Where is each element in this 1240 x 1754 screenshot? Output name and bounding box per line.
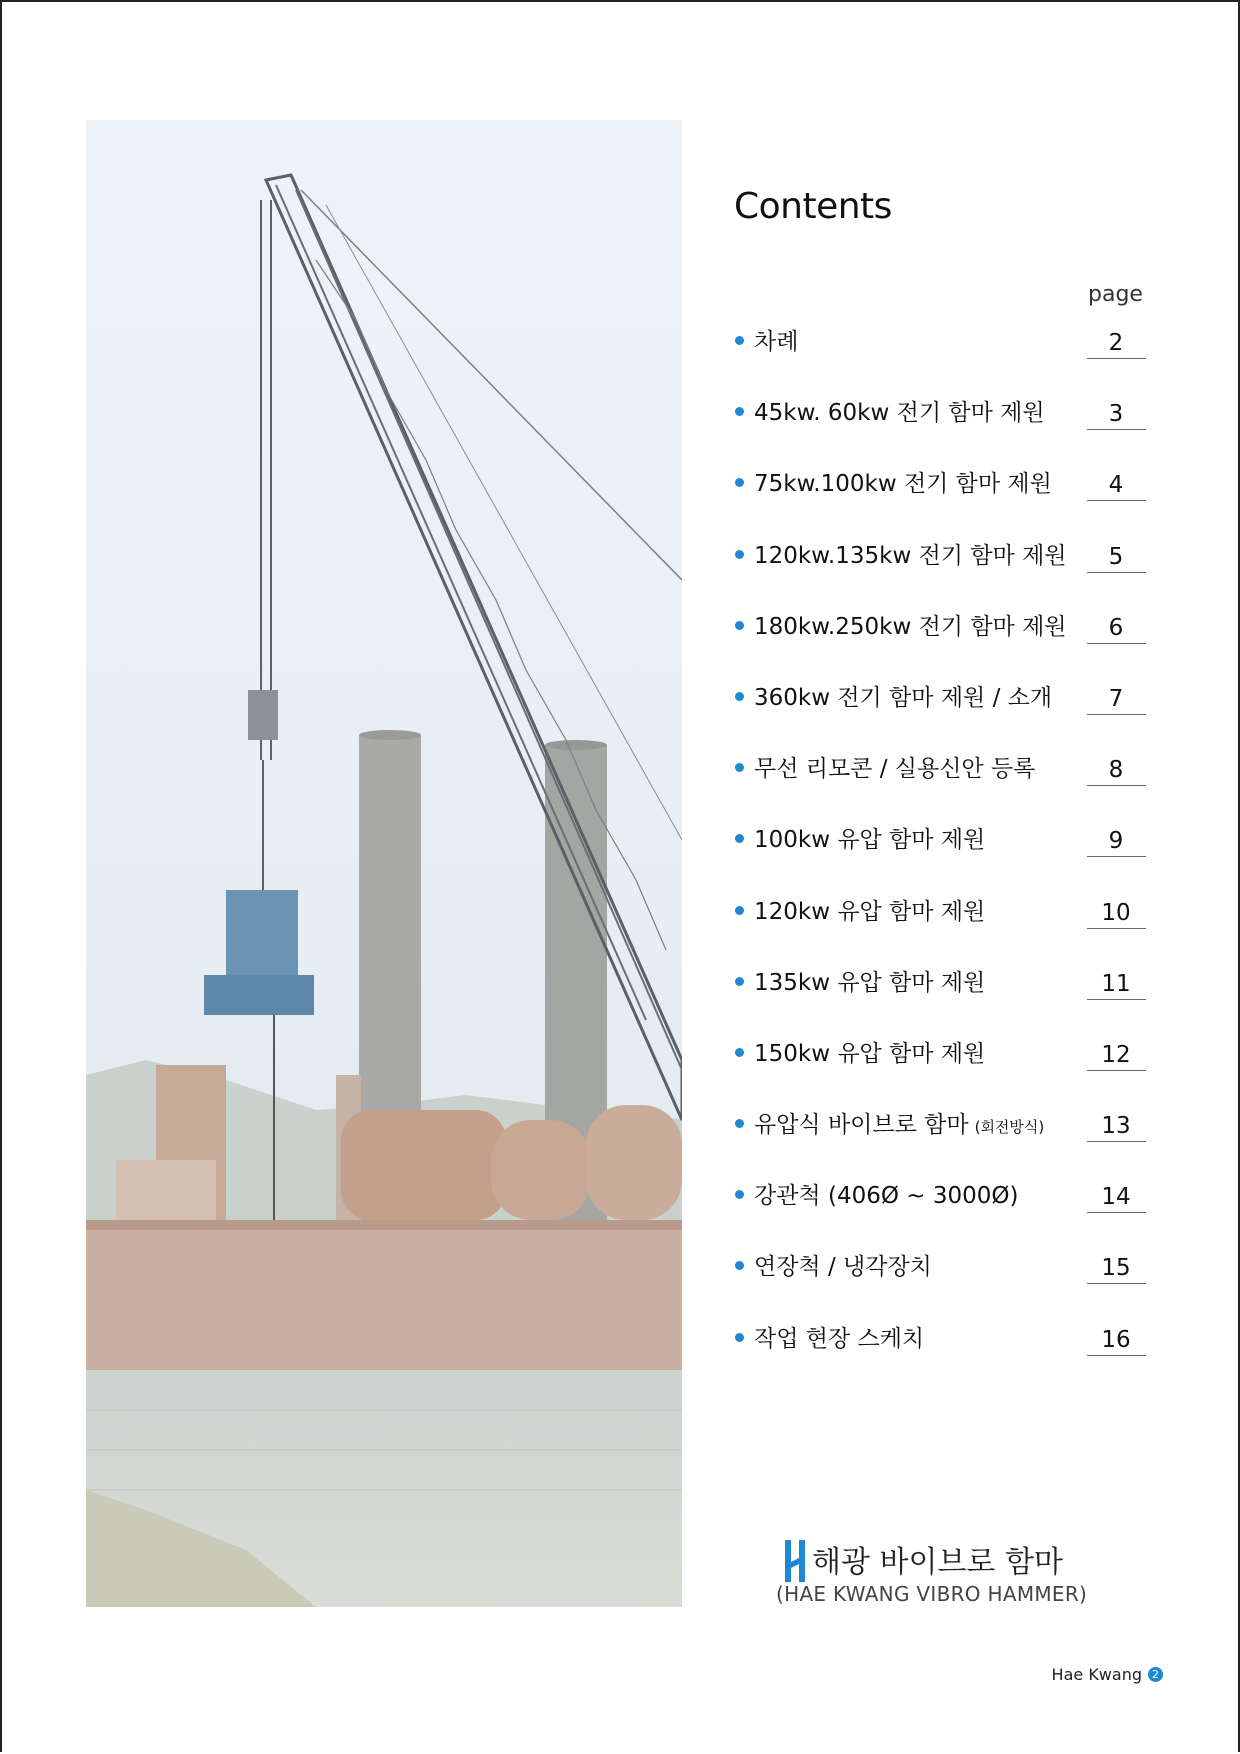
- bullet-icon: [735, 336, 744, 345]
- page-underline: [1087, 714, 1146, 715]
- brand-english-name: (HAE KWANG VIBRO HAMMER): [776, 1582, 1088, 1606]
- page-underline: [1087, 1070, 1146, 1071]
- toc-item-page: 4: [1108, 472, 1124, 499]
- bullet-icon: [735, 550, 744, 559]
- bullet-icon: [735, 1190, 744, 1199]
- bullet-icon: [735, 478, 744, 487]
- page-underline: [1087, 429, 1146, 430]
- page-underline: [1087, 856, 1146, 857]
- toc-item-label: 180kw.250kw 전기 함마 제원: [754, 613, 1067, 640]
- toc-item-page: 12: [1101, 1041, 1131, 1068]
- toc-item-label: 무선 리모콘 / 실용신안 등록: [754, 756, 1036, 783]
- contents-title: Contents: [734, 186, 892, 227]
- bullet-icon: [735, 407, 744, 416]
- page-underline: [1087, 1212, 1146, 1213]
- toc-item[interactable]: [734, 888, 1146, 959]
- toc-item-page: 5: [1108, 543, 1124, 570]
- toc-item-label: 작업 현장 스케치: [754, 1325, 925, 1352]
- page-underline: [1087, 643, 1146, 644]
- toc-item[interactable]: [734, 1101, 1146, 1172]
- toc-item-page: 2: [1108, 330, 1124, 356]
- page-underline: [1087, 572, 1146, 573]
- page-underline: [1087, 1355, 1146, 1356]
- toc-item-page: 6: [1108, 614, 1124, 641]
- toc-item-label: 360kw 전기 함마 제원 / 소개: [754, 684, 1053, 711]
- bullet-icon: [735, 692, 744, 701]
- toc-item[interactable]: [734, 603, 1146, 674]
- page-underline: [1087, 928, 1146, 929]
- bullet-icon: [735, 1333, 744, 1342]
- brand-name: 해광 바이브로 함마: [812, 1545, 1063, 1580]
- footer-company: Hae Kwang: [1051, 1665, 1142, 1684]
- toc-item-label: 135kw 유압 함마 제원: [754, 969, 986, 996]
- toc-item-label: 45kw. 60kw 전기 함마 제원: [754, 400, 1045, 427]
- table-of-contents: [734, 318, 1146, 1386]
- toc-item-label: 연장척 / 냉각장치: [754, 1254, 932, 1281]
- toc-item-label: 120kw 유압 함마 제원: [754, 898, 986, 925]
- page-underline: [1087, 999, 1146, 1000]
- toc-item[interactable]: [734, 1172, 1146, 1243]
- toc-item-page: 8: [1108, 757, 1124, 784]
- page-underline: [1087, 358, 1146, 359]
- toc-item-page: 10: [1101, 899, 1131, 926]
- bullet-icon: [735, 977, 744, 986]
- toc-item-label: [754, 1106, 1044, 1139]
- toc-item[interactable]: [734, 1243, 1146, 1314]
- toc-item-page: 15: [1101, 1255, 1131, 1282]
- toc-item[interactable]: [734, 816, 1146, 887]
- bullet-icon: [735, 1048, 744, 1057]
- toc-item-label: 150kw 유압 함마 제원: [754, 1040, 986, 1067]
- toc-item[interactable]: [734, 1030, 1146, 1101]
- page-column-header: page: [1088, 282, 1143, 307]
- toc-item[interactable]: [734, 460, 1146, 531]
- toc-item-page: 16: [1101, 1326, 1131, 1353]
- toc-item[interactable]: [734, 674, 1146, 745]
- toc-item-page: 13: [1101, 1113, 1131, 1140]
- toc-item[interactable]: [734, 318, 1146, 389]
- toc-item-page: 9: [1108, 828, 1124, 855]
- page-footer: [1052, 1665, 1163, 1684]
- page-number-badge: 2: [1148, 1667, 1163, 1682]
- toc-item-page: 3: [1108, 401, 1124, 428]
- bullet-icon: [735, 906, 744, 915]
- cover-photo-crane: [86, 120, 682, 1607]
- page-underline: [1087, 785, 1146, 786]
- page-underline: [1087, 1141, 1146, 1142]
- bullet-icon: [735, 621, 744, 630]
- bullet-icon: [735, 834, 744, 843]
- toc-item-label: 100kw 유압 함마 제원: [754, 827, 986, 854]
- toc-item-label: 75kw.100kw 전기 함마 제원: [754, 471, 1052, 498]
- toc-item-page: 14: [1101, 1184, 1131, 1211]
- toc-item-note: (회전방식): [974, 1118, 1045, 1137]
- page-underline: [1087, 1283, 1146, 1284]
- toc-item-label: 차례: [754, 329, 799, 355]
- toc-item-label: 강관척 (406Ø ~ 3000Ø): [754, 1183, 1019, 1210]
- bullet-icon: [735, 1261, 744, 1270]
- toc-item[interactable]: [734, 745, 1146, 816]
- toc-item-label-main: 유압식 바이브로 함마: [754, 1112, 969, 1139]
- toc-item[interactable]: [734, 532, 1146, 603]
- toc-item-page: 7: [1108, 685, 1124, 712]
- hae-kwang-logo-icon: [784, 1540, 806, 1582]
- toc-item[interactable]: [734, 1315, 1146, 1386]
- page-underline: [1087, 500, 1146, 501]
- toc-item[interactable]: [734, 389, 1146, 460]
- toc-item-label: 120kw.135kw 전기 함마 제원: [754, 542, 1067, 569]
- bullet-icon: [735, 1119, 744, 1128]
- bullet-icon: [735, 763, 744, 772]
- toc-item-page: 11: [1101, 970, 1131, 997]
- toc-item[interactable]: [734, 959, 1146, 1030]
